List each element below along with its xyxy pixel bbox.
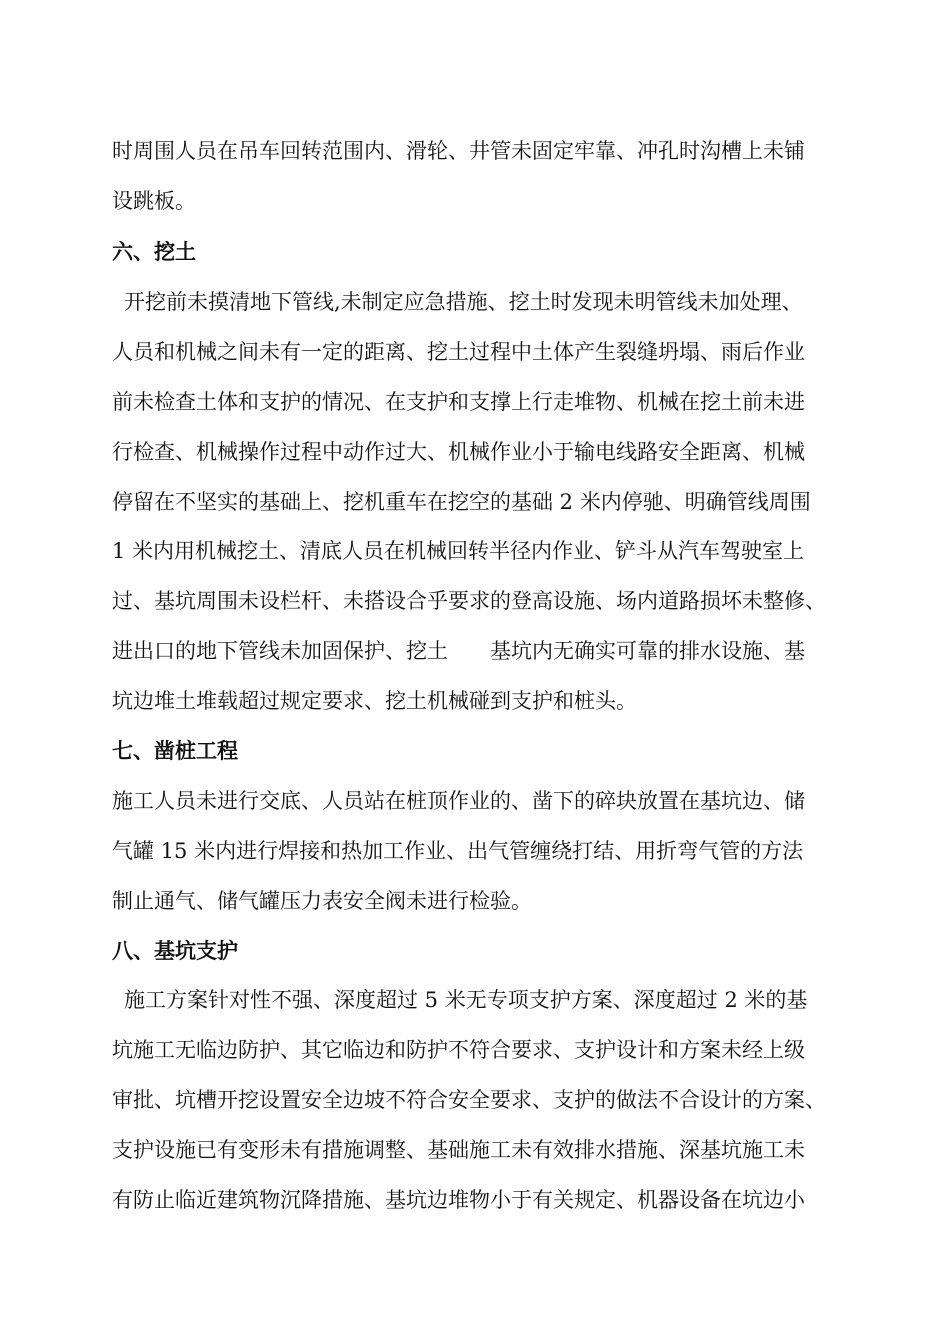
body-text-line: 施工人员未进行交底、人员站在桩顶作业的、凿下的碎块放置在基坑边、储 xyxy=(112,789,805,813)
body-text-line: 人员和机械之间未有一定的距离、挖土过程中土体产生裂缝坍塌、雨后作业 xyxy=(112,340,805,364)
body-text-line: 前未检查土体和支护的情况、在支护和支撑上行走堆物、机械在挖土前未进 xyxy=(112,390,805,414)
section-heading-foundation-support: 八、基坑支护 xyxy=(112,939,238,963)
body-text-line: 有防止临近建筑物沉降措施、基坑边堆物小于有关规定、机器设备在坑边小 xyxy=(112,1188,805,1212)
body-text-line: 坑施工无临边防护、其它临边和防护不符合要求、支护设计和方案未经上级 xyxy=(112,1038,805,1062)
body-text-line: 1 米内用机械挖土、清底人员在机械回转半径内作业、铲斗从汽车驾驶室上 xyxy=(112,539,805,563)
section-heading-excavation: 六、挖土 xyxy=(112,240,196,264)
body-text-line: 开挖前未摸清地下管线,未制定应急措施、挖土时发现未明管线未加处理、 xyxy=(124,290,803,314)
body-text-line: 坑边堆土堆载超过规定要求、挖土机械碰到支护和桩头。 xyxy=(112,689,637,713)
body-text-line: 气罐 15 米内进行焊接和热加工作业、出气管缠绕打结、用折弯气管的方法 xyxy=(112,839,804,863)
section-heading-pile-chiseling: 七、凿桩工程 xyxy=(112,739,238,763)
body-text-line: 时周围人员在吊车回转范围内、滑轮、井管未固定牢靠、冲孔时沟槽上未铺 xyxy=(112,139,805,163)
body-text-line: 停留在不坚实的基础上、挖机重车在挖空的基础 2 米内停驰、明确管线周围 xyxy=(112,490,811,514)
body-text-line: 审批、坑槽开挖设置安全边坡不符合安全要求、支护的做法不合设计的方案、 xyxy=(112,1088,826,1112)
body-text-line: 过、基坑周围未设栏杆、未搭设合乎要求的登高设施、场内道路损坏未整修、 xyxy=(112,589,826,613)
body-text-line: 进出口的地下管线未加固保护、挖土 基坑内无确实可靠的排水设施、基 xyxy=(112,639,805,663)
body-text-line: 制止通气、储气罐压力表安全阀未进行检验。 xyxy=(112,889,532,913)
body-text-line: 设跳板。 xyxy=(112,189,196,213)
body-text-line: 支护设施已有变形未有措施调整、基础施工未有效排水措施、深基坑施工未 xyxy=(112,1138,805,1162)
body-text-line: 施工方案针对性不强、深度超过 5 米无专项支护方案、深度超过 2 米的基 xyxy=(124,988,808,1012)
body-text-line: 行检查、机械操作过程中动作过大、机械作业小于输电线路安全距离、机械 xyxy=(112,440,805,464)
